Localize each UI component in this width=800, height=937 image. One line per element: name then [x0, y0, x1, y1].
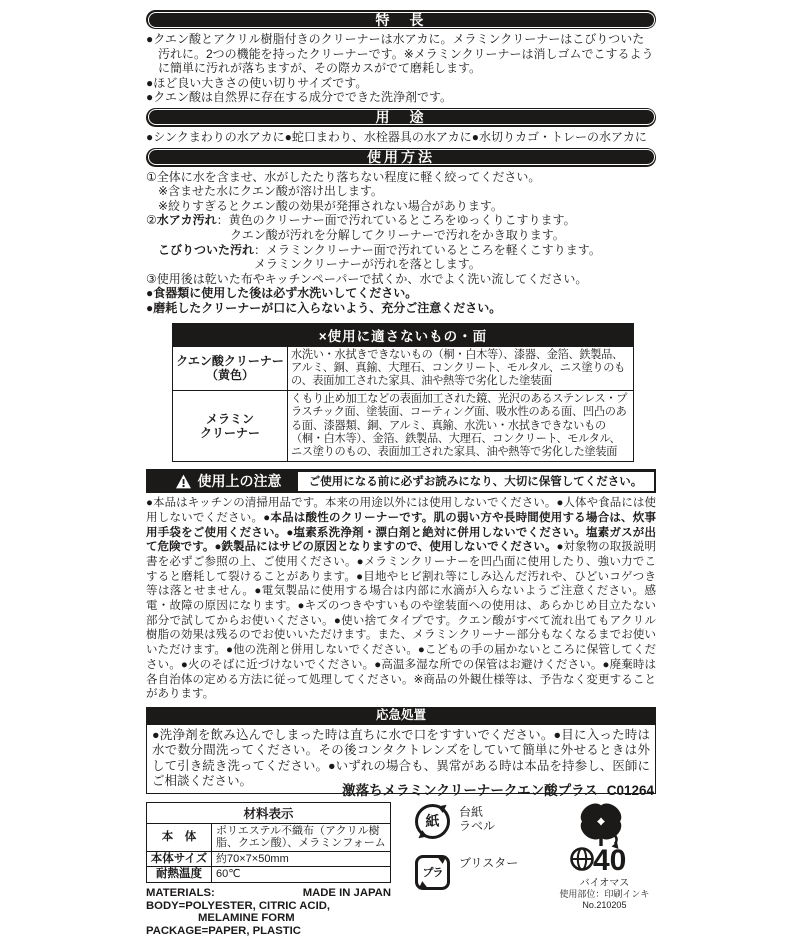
table-row — [173, 391, 634, 462]
howto-text: ② — [146, 213, 157, 228]
biomass-caption-line: No.210205 — [582, 900, 627, 911]
howto-text: メラミンクリーナーが汚れを落とします。 — [254, 257, 481, 272]
english-package-line: PACKAGE=PAPER, PLASTIC — [146, 924, 301, 937]
howto-note — [146, 199, 656, 214]
howto-bold-label: 水アカ汚れ — [156, 213, 217, 228]
materials-value: 60℃ — [212, 867, 391, 883]
howto-step — [146, 213, 656, 228]
recycle-marks — [415, 802, 527, 890]
table-row — [147, 851, 391, 867]
howto-text: ：メラミンクリーナー面で汚れているところを軽くこすります。 — [254, 242, 601, 257]
howto-text: ●磨耗したクリーナーが口に入らないよう、充分ご注意ください。 — [146, 300, 502, 315]
materials-label: 本 体 — [147, 823, 212, 851]
made-in-japan-label: MADE IN JAPAN — [302, 886, 391, 899]
firstaid-box: ●洗浄剤を飲み込んでしまった時は直ちに水で口をすすいでください。●目に入った時は水で数分間洗ってください。その後コンタクトレンズをしていて簡単に外せるときは外して引き続き洗ってください。●いずれの場合も、異常がある時は本品を持参し、医師にご相談ください。 — [146, 724, 656, 794]
row-text: 水洗い・水拭きできないもの（桐・白木等）、漆器、金箔、鉄製品、アルミ、銅、真鍮、大理石、コンクリート、モルタル、ニス塗りのもの、表面加工された家具、油や熱等で劣化した塗装面 — [288, 346, 634, 391]
row-label — [173, 391, 288, 462]
plastic-recycle-icon — [415, 855, 450, 890]
caution-title — [149, 472, 298, 491]
row-text: くもり止め加工などの表面加工された鏡、光沢のあるステンレス・プラスチック面、塗装面、コーティング面、吸水性のある面、凹凸のある面、漆器類、銅、アルミ、真鍮、水洗い・水拭きできないもの（桐・白木等）、金箔、鉄製品、大理石、コンクリート、モルタル、ニス塗りのもの、表面加工された家具、油や熱等で劣化した塗装面 — [288, 391, 634, 462]
table-header-row — [173, 323, 634, 346]
uses-line: ●シンクまわりの水アカに●蛇口まわり、水栓器具の水アカに●水切りカゴ・トレーの水アカに — [146, 129, 647, 144]
howto-text: ：黄色のクリーナー面で汚れているところをゆっくりこすります。 — [216, 213, 576, 228]
howto-text: ③使用後は乾いた布やキッチンペーパーで拭くか、水でよく洗い流してください。 — [146, 271, 588, 286]
howto-warning — [146, 286, 656, 301]
paper-mark-label: ラベル — [459, 819, 496, 834]
materials-label: 本体サイズ — [147, 851, 212, 867]
precautions-text — [146, 496, 656, 702]
plastic-mark-row — [415, 855, 527, 890]
biomass-caption-line: バイオマス — [579, 877, 630, 889]
table-row — [147, 823, 391, 851]
english-row — [146, 887, 391, 900]
plastic-recycle-char: プラ — [422, 867, 443, 880]
row-label-line: クエン酸クリーナー — [176, 354, 284, 369]
unsuitable-table — [172, 323, 634, 463]
howto-text: クエン酸が汚れを分解してクリーナーで汚れをかき取ります。 — [230, 227, 565, 242]
row-label-line: （黄色） — [205, 368, 254, 383]
english-body-line: MELAMINE FORM — [198, 912, 295, 925]
paper-recycle-icon — [415, 804, 450, 839]
plastic-mark-label: ブリスター — [459, 855, 519, 870]
howto-text: ●食器類に使用した後は必ず水洗いしてください。 — [146, 286, 418, 301]
section-header-features — [146, 10, 656, 29]
english-materials-block — [146, 887, 391, 937]
feature-item: ●クエン酸とアクリル樹脂付きのクリーナーは水アカに。メラミンクリーナーはこびりついた汚れに。2つの機能を持ったクリーナーです。※メラミンクリーナーは消しゴムでこするように簡単に汚れが落ちますが、その際カスがでて磨耗します。 — [146, 32, 654, 76]
howto-step — [146, 243, 656, 258]
row-label — [173, 346, 288, 391]
howto-warning — [146, 301, 656, 316]
howto-text: ※絞りすぎるとクエン酸の効果が発揮されない場合があります。 — [158, 198, 503, 213]
howto-step — [146, 272, 656, 287]
paper-recycle-char: 紙 — [425, 813, 440, 830]
materials-column — [146, 802, 391, 937]
product-name: 激落ちメラミンクリーナークエン酸プラス — [342, 783, 598, 798]
feature-item: ●クエン酸は自然界に存在する成分でできた洗浄剤です。 — [146, 90, 453, 105]
howto-sub — [146, 228, 656, 243]
english-materials-label: MATERIALS: — [146, 886, 215, 899]
row-label-line: メラミン — [205, 412, 254, 427]
materials-title: 材料表示 — [147, 802, 391, 823]
materials-value: ポリエステル不織布（アクリル樹脂、クエン酸）、メラミンフォーム — [212, 823, 391, 851]
precaution-segment: ●対象物の取扱説明書を必ずご参照の上、ご使用ください。●メラミンクリーナーを凹凸面に使用したり、強い力でこすると磨耗して裂けることがあります。●目地やヒビ割れ等にしみ込んだ汚れや、ひどいコゲつき等は落とせません。●電気製品に使用する場合は内部に水滴が入らないようご注意ください。感電・故障の原因になります。●キズのつきやすいものや塗装面への使用は、あらかじめ目立たない部分で試してからお使いください。●使い捨てタイプです。クエン酸がすべて流れ出てもアクリル樹脂の効果は残るのでお使いいただけます。また、メラミンクリーナー部分もなくなるまでお使いいただけます。●他の洗剤と併用しないでください。●こどもの手の届かないところに保管してください。●火のそばに近づけないでください。●高温多湿な所での保管はお避けください。●廃棄時は各自治体の定める方法に従って処理してください。※商品の外観仕様等は、予告なく変更することがあります。 — [146, 541, 656, 701]
plastic-mark-labels — [459, 855, 518, 871]
materials-header-row — [147, 802, 391, 823]
firstaid-header: 応急処置 — [146, 707, 656, 724]
product-name-footer — [342, 779, 654, 799]
howto-note — [146, 184, 656, 199]
biomass-caption-line: 使用部位：印刷インキ — [559, 889, 650, 900]
biomass-caption — [553, 879, 656, 911]
caution-header — [146, 469, 656, 493]
paper-mark-labels — [459, 804, 495, 834]
materials-table — [146, 802, 391, 883]
table-row — [173, 346, 634, 391]
product-code: C01264 — [606, 783, 654, 798]
unsuitable-title: ×使用に適さないもの・面 — [173, 323, 634, 346]
howto-step — [146, 170, 656, 185]
uses-title: 用 途 — [375, 109, 427, 126]
table-row — [147, 867, 391, 883]
precaution-segment-bold: ●本品は酸性のクリーナーです。肌の弱い方や長時間使用する場合は、炊事用手袋をご使用ください。●塩素系洗浄剤・漂白剤と絶対に併用しないでください。塩素ガスが出て危険です。●鉄製品にはサビの原因となりますので、使用しないでください。 — [146, 511, 656, 554]
bottom-block — [146, 802, 656, 937]
row-label-line: クリーナー — [199, 426, 260, 441]
biomass-logo-icon — [565, 802, 643, 877]
howto-bold-label: こびりついた汚れ — [158, 242, 255, 257]
feature-item: ●ほど良い大きさの使い切りサイズです。 — [146, 75, 368, 90]
materials-value: 約70×7×50mm — [212, 851, 391, 867]
howto-sub — [146, 257, 656, 272]
precaution-segment: ●本品はキッチンの清掃用品です。本来の用途以外には使用しないでください。●人体や食品には使用しないでください。 — [146, 497, 656, 524]
caution-title-text: 使用上の注意 — [197, 473, 282, 490]
features-title: 特 長 — [375, 11, 427, 28]
howto-text: ①全体に水を含ませ、水がしたたり落ちない程度に軽く絞ってください。 — [146, 169, 541, 184]
paper-mark-label: 台紙 — [459, 804, 484, 819]
caution-notice: ご使用になる前に必ずお読みになり、大切に保管してください。 — [298, 472, 654, 491]
paper-mark-row — [415, 804, 527, 839]
howto-title: 使用方法 — [367, 149, 435, 166]
biomass-number: 40 — [593, 843, 627, 877]
biomass-mark — [553, 802, 656, 911]
materials-label: 耐熱温度 — [147, 867, 212, 883]
english-body-line: BODY=POLYESTER, CITRIC ACID, — [146, 899, 331, 912]
howto-text: ※含ませた水にクエン酸が溶け出します。 — [158, 184, 383, 199]
section-header-howto — [146, 148, 656, 167]
section-header-uses — [146, 108, 656, 127]
warning-icon — [175, 474, 192, 489]
